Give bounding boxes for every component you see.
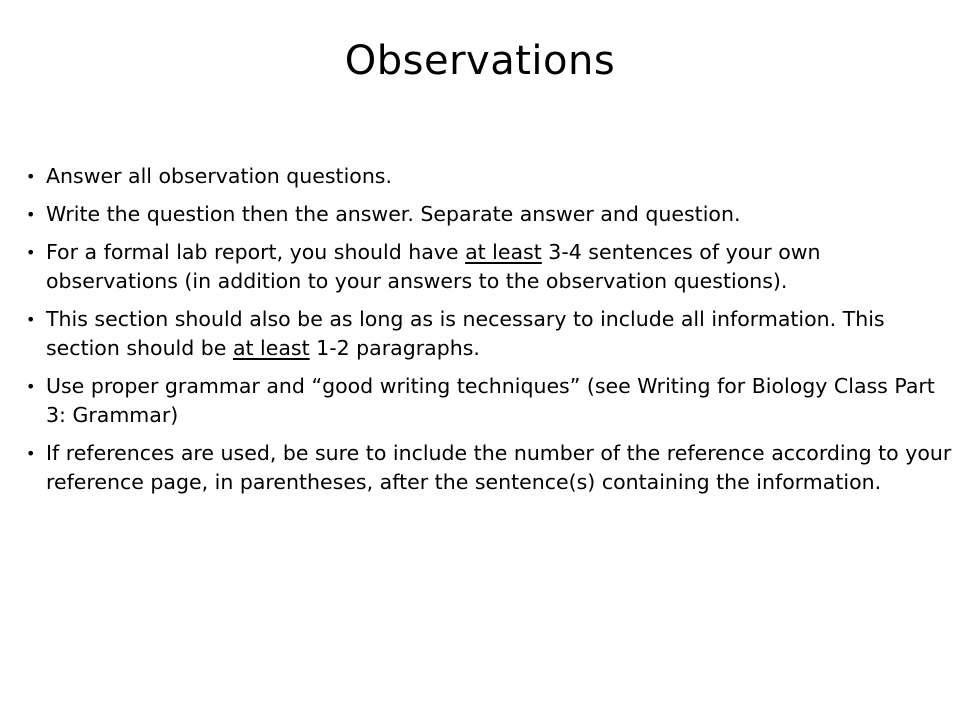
emphasis-at-least: at least xyxy=(232,336,310,360)
emphasis-at-least: at least xyxy=(465,240,542,264)
bullet-dot: • xyxy=(26,243,36,262)
bullet-item-2 xyxy=(26,200,954,229)
bullet-dot: • xyxy=(26,377,36,396)
bullet-item-3 xyxy=(26,238,954,296)
slide-title: Observations xyxy=(344,38,616,84)
bullet-text-rest: 3-4 sentences of your own observations (in addition to your answers to the observation questions). xyxy=(46,240,821,293)
bullet-item-1 xyxy=(26,162,954,191)
bullet-text-lead: This section should also be as long as is necessary to include all information. This section should be xyxy=(46,307,885,360)
bullet-dot: • xyxy=(26,310,36,329)
bullet-text: Answer all observation questions. xyxy=(46,164,393,188)
bullet-text-lead: For a formal lab report, you should have xyxy=(46,240,466,264)
bullet-list xyxy=(26,162,954,506)
bullet-dot: • xyxy=(26,444,36,463)
bullet-item-5 xyxy=(26,372,954,430)
bullet-text: If references are used, be sure to include the number of the reference according to your reference page, in parentheses, after the sentence(s) containing the information. xyxy=(46,441,952,494)
bullet-item-6 xyxy=(26,439,954,497)
bullet-text-rest: 1-2 paragraphs. xyxy=(309,336,480,360)
bullet-dot: • xyxy=(26,205,36,224)
bullet-item-4 xyxy=(26,305,954,363)
bullet-text: Write the question then the answer. Separate answer and question. xyxy=(46,202,741,226)
bullet-dot: • xyxy=(26,167,36,186)
bullet-text: Use proper grammar and “good writing techniques” (see Writing for Biology Class Part 3: Grammar) xyxy=(46,374,935,427)
